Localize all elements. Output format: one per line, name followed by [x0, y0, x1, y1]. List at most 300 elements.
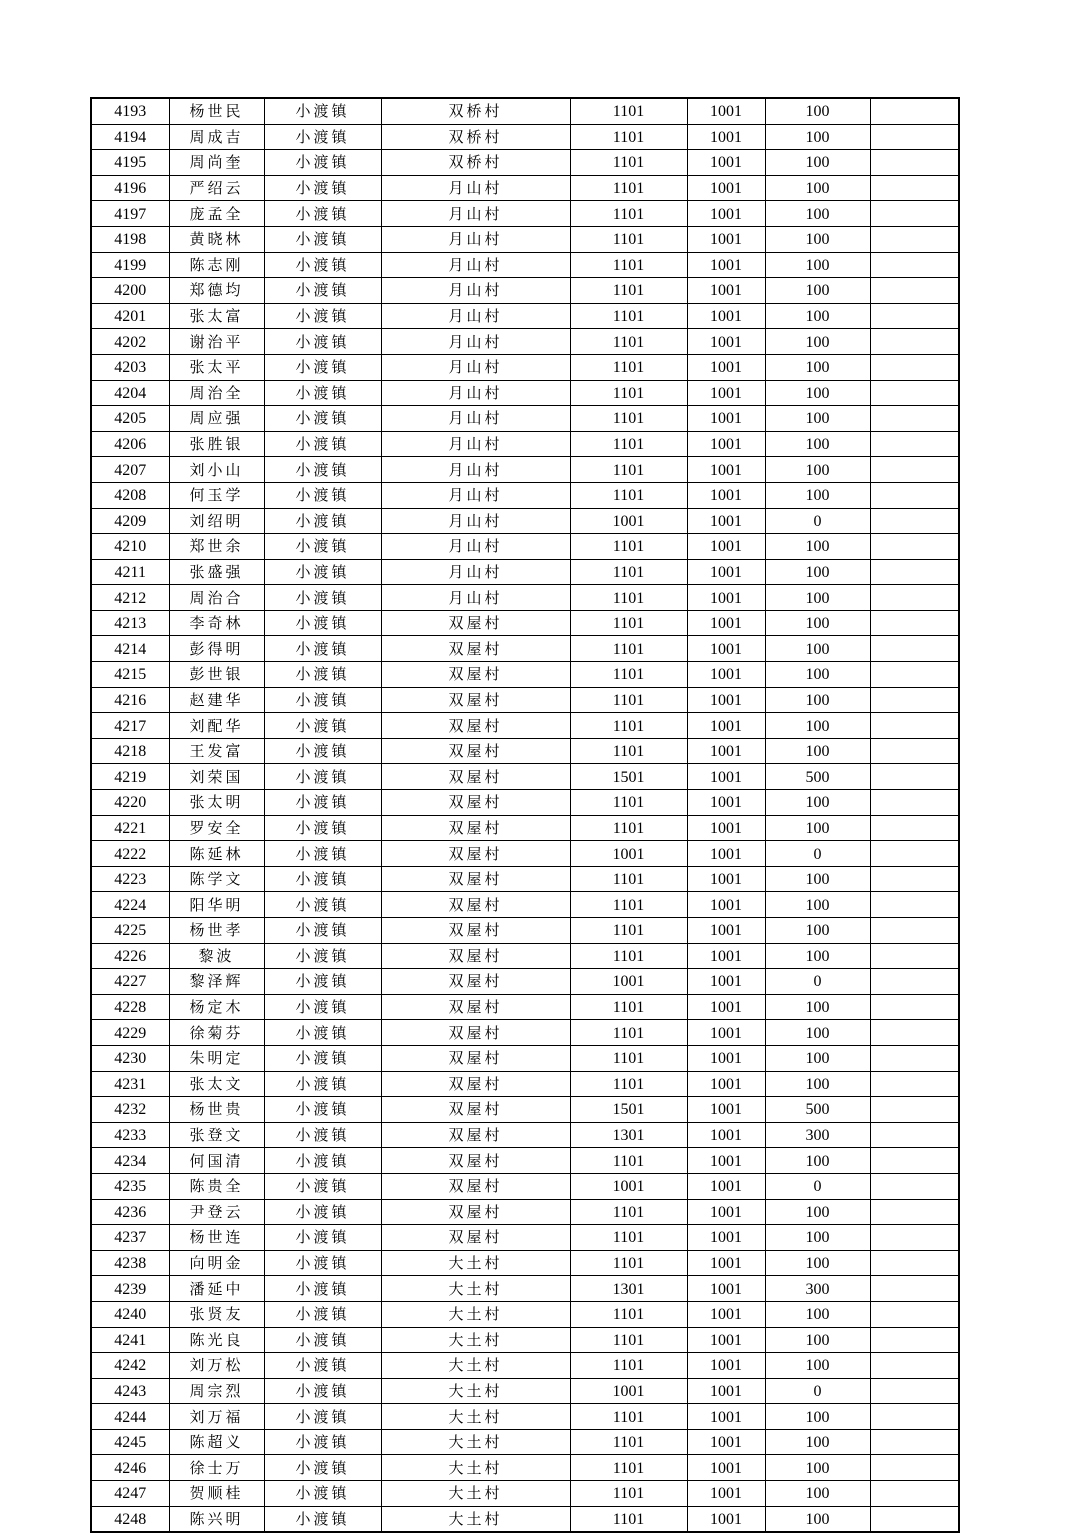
name-cell: 陈兴明	[169, 1506, 264, 1532]
name-cell: 刘配华	[169, 713, 264, 739]
remark-cell	[870, 610, 959, 636]
row-number-cell: 4209	[91, 508, 169, 534]
amount-cell: 100	[765, 1071, 870, 1097]
code-b-cell: 1001	[687, 713, 765, 739]
amount-cell: 100	[765, 1404, 870, 1430]
code-a-cell: 1101	[570, 1481, 687, 1507]
village-cell: 双屋村	[381, 738, 570, 764]
town-cell: 小渡镇	[264, 1429, 381, 1455]
town-cell: 小渡镇	[264, 687, 381, 713]
town-cell: 小渡镇	[264, 431, 381, 457]
amount-cell: 100	[765, 329, 870, 355]
remark-cell	[870, 1301, 959, 1327]
name-cell: 张贤友	[169, 1301, 264, 1327]
code-a-cell: 1101	[570, 1404, 687, 1430]
village-cell: 月山村	[381, 482, 570, 508]
name-cell: 周宗烈	[169, 1378, 264, 1404]
name-cell: 严绍云	[169, 175, 264, 201]
row-number-cell: 4198	[91, 226, 169, 252]
table-row	[91, 866, 959, 892]
row-number-cell: 4243	[91, 1378, 169, 1404]
code-b-cell: 1001	[687, 559, 765, 585]
remark-cell	[870, 969, 959, 995]
remark-cell	[870, 1378, 959, 1404]
town-cell: 小渡镇	[264, 1199, 381, 1225]
code-b-cell: 1001	[687, 585, 765, 611]
amount-cell: 0	[765, 508, 870, 534]
code-a-cell: 1101	[570, 1250, 687, 1276]
remark-cell	[870, 278, 959, 304]
table-row	[91, 226, 959, 252]
name-cell: 向明金	[169, 1250, 264, 1276]
code-b-cell: 1001	[687, 457, 765, 483]
name-cell: 张太平	[169, 354, 264, 380]
row-number-cell: 4208	[91, 482, 169, 508]
code-b-cell: 1001	[687, 252, 765, 278]
village-cell: 双屋村	[381, 1097, 570, 1123]
amount-cell: 100	[765, 713, 870, 739]
row-number-cell: 4223	[91, 866, 169, 892]
table-row	[91, 98, 959, 124]
code-b-cell: 1001	[687, 1071, 765, 1097]
row-number-cell: 4246	[91, 1455, 169, 1481]
name-cell: 黎波	[169, 943, 264, 969]
table-row	[91, 1353, 959, 1379]
table-body	[91, 98, 959, 1532]
code-b-cell: 1001	[687, 1301, 765, 1327]
table-row	[91, 482, 959, 508]
name-cell: 刘小山	[169, 457, 264, 483]
village-cell: 大土村	[381, 1429, 570, 1455]
table-row	[91, 1378, 959, 1404]
code-b-cell: 1001	[687, 329, 765, 355]
code-b-cell: 1001	[687, 662, 765, 688]
name-cell: 何玉学	[169, 482, 264, 508]
town-cell: 小渡镇	[264, 1020, 381, 1046]
table-row	[91, 406, 959, 432]
table-row	[91, 508, 959, 534]
amount-cell: 100	[765, 354, 870, 380]
town-cell: 小渡镇	[264, 713, 381, 739]
name-cell: 杨世民	[169, 98, 264, 124]
row-number-cell: 4234	[91, 1148, 169, 1174]
code-b-cell: 1001	[687, 764, 765, 790]
code-b-cell: 1001	[687, 201, 765, 227]
code-b-cell: 1001	[687, 1327, 765, 1353]
code-b-cell: 1001	[687, 380, 765, 406]
code-b-cell: 1001	[687, 226, 765, 252]
row-number-cell: 4240	[91, 1301, 169, 1327]
amount-cell: 100	[765, 866, 870, 892]
name-cell: 彭世银	[169, 662, 264, 688]
table-row	[91, 559, 959, 585]
amount-cell: 100	[765, 918, 870, 944]
remark-cell	[870, 1327, 959, 1353]
table-row	[91, 1097, 959, 1123]
row-number-cell: 4196	[91, 175, 169, 201]
code-a-cell: 1101	[570, 1429, 687, 1455]
town-cell: 小渡镇	[264, 1173, 381, 1199]
amount-cell: 100	[765, 278, 870, 304]
town-cell: 小渡镇	[264, 790, 381, 816]
code-b-cell: 1001	[687, 534, 765, 560]
name-cell: 朱明定	[169, 1045, 264, 1071]
table-row	[91, 1071, 959, 1097]
name-cell: 杨世连	[169, 1225, 264, 1251]
row-number-cell: 4231	[91, 1071, 169, 1097]
name-cell: 周成吉	[169, 124, 264, 150]
code-b-cell: 1001	[687, 841, 765, 867]
amount-cell: 100	[765, 534, 870, 560]
row-number-cell: 4227	[91, 969, 169, 995]
code-a-cell: 1101	[570, 713, 687, 739]
code-a-cell: 1001	[570, 841, 687, 867]
code-b-cell: 1001	[687, 815, 765, 841]
amount-cell: 100	[765, 1148, 870, 1174]
remark-cell	[870, 943, 959, 969]
amount-cell: 100	[765, 1481, 870, 1507]
remark-cell	[870, 1045, 959, 1071]
code-b-cell: 1001	[687, 790, 765, 816]
table-row	[91, 918, 959, 944]
name-cell: 刘绍明	[169, 508, 264, 534]
village-cell: 月山村	[381, 252, 570, 278]
name-cell: 徐士万	[169, 1455, 264, 1481]
row-number-cell: 4241	[91, 1327, 169, 1353]
table-row	[91, 278, 959, 304]
village-cell: 月山村	[381, 406, 570, 432]
code-b-cell: 1001	[687, 1250, 765, 1276]
row-number-cell: 4247	[91, 1481, 169, 1507]
remark-cell	[870, 124, 959, 150]
village-cell: 大土村	[381, 1404, 570, 1430]
amount-cell: 100	[765, 1020, 870, 1046]
name-cell: 刘万松	[169, 1353, 264, 1379]
village-cell: 双屋村	[381, 1173, 570, 1199]
table-row	[91, 1455, 959, 1481]
village-cell: 月山村	[381, 585, 570, 611]
village-cell: 双屋村	[381, 1045, 570, 1071]
town-cell: 小渡镇	[264, 1506, 381, 1532]
remark-cell	[870, 1481, 959, 1507]
name-cell: 贺顺桂	[169, 1481, 264, 1507]
row-number-cell: 4197	[91, 201, 169, 227]
town-cell: 小渡镇	[264, 226, 381, 252]
town-cell: 小渡镇	[264, 278, 381, 304]
amount-cell: 100	[765, 943, 870, 969]
remark-cell	[870, 1148, 959, 1174]
name-cell: 陈超义	[169, 1429, 264, 1455]
amount-cell: 100	[765, 1045, 870, 1071]
town-cell: 小渡镇	[264, 1045, 381, 1071]
amount-cell: 100	[765, 790, 870, 816]
name-cell: 周治全	[169, 380, 264, 406]
amount-cell: 100	[765, 1301, 870, 1327]
village-cell: 双屋村	[381, 994, 570, 1020]
remark-cell	[870, 687, 959, 713]
town-cell: 小渡镇	[264, 943, 381, 969]
row-number-cell: 4202	[91, 329, 169, 355]
table-row	[91, 994, 959, 1020]
code-a-cell: 1101	[570, 1020, 687, 1046]
town-cell: 小渡镇	[264, 329, 381, 355]
remark-cell	[870, 303, 959, 329]
remark-cell	[870, 1353, 959, 1379]
code-a-cell: 1101	[570, 585, 687, 611]
remark-cell	[870, 226, 959, 252]
table-row	[91, 329, 959, 355]
town-cell: 小渡镇	[264, 1122, 381, 1148]
code-a-cell: 1101	[570, 380, 687, 406]
remark-cell	[870, 1173, 959, 1199]
name-cell: 王发富	[169, 738, 264, 764]
code-b-cell: 1001	[687, 1481, 765, 1507]
code-b-cell: 1001	[687, 943, 765, 969]
town-cell: 小渡镇	[264, 1071, 381, 1097]
code-a-cell: 1101	[570, 815, 687, 841]
name-cell: 郑世余	[169, 534, 264, 560]
table-row	[91, 1122, 959, 1148]
table-row	[91, 1506, 959, 1532]
code-a-cell: 1101	[570, 482, 687, 508]
code-b-cell: 1001	[687, 1429, 765, 1455]
town-cell: 小渡镇	[264, 1404, 381, 1430]
code-b-cell: 1001	[687, 1199, 765, 1225]
village-cell: 大土村	[381, 1250, 570, 1276]
code-b-cell: 1001	[687, 994, 765, 1020]
town-cell: 小渡镇	[264, 585, 381, 611]
code-a-cell: 1101	[570, 1301, 687, 1327]
town-cell: 小渡镇	[264, 994, 381, 1020]
name-cell: 何国清	[169, 1148, 264, 1174]
town-cell: 小渡镇	[264, 303, 381, 329]
amount-cell: 100	[765, 585, 870, 611]
name-cell: 张太明	[169, 790, 264, 816]
name-cell: 郑德均	[169, 278, 264, 304]
table-row	[91, 790, 959, 816]
remark-cell	[870, 1020, 959, 1046]
name-cell: 周治合	[169, 585, 264, 611]
name-cell: 杨定木	[169, 994, 264, 1020]
village-cell: 双屋村	[381, 1199, 570, 1225]
code-b-cell: 1001	[687, 1353, 765, 1379]
row-number-cell: 4226	[91, 943, 169, 969]
row-number-cell: 4239	[91, 1276, 169, 1302]
remark-cell	[870, 1276, 959, 1302]
name-cell: 李奇林	[169, 610, 264, 636]
code-b-cell: 1001	[687, 892, 765, 918]
town-cell: 小渡镇	[264, 662, 381, 688]
name-cell: 徐菊芬	[169, 1020, 264, 1046]
remark-cell	[870, 252, 959, 278]
table-row	[91, 764, 959, 790]
code-b-cell: 1001	[687, 175, 765, 201]
village-cell: 双屋村	[381, 892, 570, 918]
remark-cell	[870, 1455, 959, 1481]
town-cell: 小渡镇	[264, 252, 381, 278]
name-cell: 庞孟全	[169, 201, 264, 227]
row-number-cell: 4245	[91, 1429, 169, 1455]
remark-cell	[870, 585, 959, 611]
code-b-cell: 1001	[687, 687, 765, 713]
village-cell: 双屋村	[381, 866, 570, 892]
town-cell: 小渡镇	[264, 1327, 381, 1353]
town-cell: 小渡镇	[264, 508, 381, 534]
table-row	[91, 1148, 959, 1174]
table-row	[91, 943, 959, 969]
code-a-cell: 1301	[570, 1122, 687, 1148]
remark-cell	[870, 559, 959, 585]
code-a-cell: 1101	[570, 150, 687, 176]
amount-cell: 100	[765, 1455, 870, 1481]
code-a-cell: 1101	[570, 1225, 687, 1251]
code-a-cell: 1101	[570, 994, 687, 1020]
table-row	[91, 687, 959, 713]
town-cell: 小渡镇	[264, 1225, 381, 1251]
code-a-cell: 1101	[570, 431, 687, 457]
row-number-cell: 4220	[91, 790, 169, 816]
table-row	[91, 303, 959, 329]
row-number-cell: 4212	[91, 585, 169, 611]
name-cell: 陈贵全	[169, 1173, 264, 1199]
remark-cell	[870, 1506, 959, 1532]
table-row	[91, 636, 959, 662]
name-cell: 陈光良	[169, 1327, 264, 1353]
code-b-cell: 1001	[687, 1045, 765, 1071]
code-a-cell: 1101	[570, 226, 687, 252]
code-b-cell: 1001	[687, 738, 765, 764]
row-number-cell: 4222	[91, 841, 169, 867]
table-row	[91, 380, 959, 406]
code-b-cell: 1001	[687, 124, 765, 150]
row-number-cell: 4221	[91, 815, 169, 841]
town-cell: 小渡镇	[264, 738, 381, 764]
row-number-cell: 4200	[91, 278, 169, 304]
code-b-cell: 1001	[687, 1455, 765, 1481]
remark-cell	[870, 1071, 959, 1097]
amount-cell: 100	[765, 1250, 870, 1276]
row-number-cell: 4193	[91, 98, 169, 124]
row-number-cell: 4237	[91, 1225, 169, 1251]
amount-cell: 100	[765, 431, 870, 457]
remark-cell	[870, 1225, 959, 1251]
row-number-cell: 4235	[91, 1173, 169, 1199]
village-cell: 双屋村	[381, 610, 570, 636]
amount-cell: 500	[765, 764, 870, 790]
code-a-cell: 1101	[570, 636, 687, 662]
row-number-cell: 4213	[91, 610, 169, 636]
remark-cell	[870, 534, 959, 560]
town-cell: 小渡镇	[264, 1148, 381, 1174]
name-cell: 张胜银	[169, 431, 264, 457]
town-cell: 小渡镇	[264, 457, 381, 483]
amount-cell: 100	[765, 662, 870, 688]
village-cell: 大土村	[381, 1481, 570, 1507]
town-cell: 小渡镇	[264, 918, 381, 944]
remark-cell	[870, 329, 959, 355]
code-b-cell: 1001	[687, 278, 765, 304]
amount-cell: 100	[765, 175, 870, 201]
village-cell: 双屋村	[381, 1020, 570, 1046]
table-row	[91, 969, 959, 995]
town-cell: 小渡镇	[264, 380, 381, 406]
code-a-cell: 1101	[570, 175, 687, 201]
code-b-cell: 1001	[687, 1148, 765, 1174]
remark-cell	[870, 1199, 959, 1225]
code-b-cell: 1001	[687, 1020, 765, 1046]
town-cell: 小渡镇	[264, 764, 381, 790]
remark-cell	[870, 662, 959, 688]
amount-cell: 100	[765, 892, 870, 918]
name-cell: 陈志刚	[169, 252, 264, 278]
amount-cell: 300	[765, 1122, 870, 1148]
code-a-cell: 1501	[570, 1097, 687, 1123]
table-row	[91, 610, 959, 636]
code-a-cell: 1101	[570, 534, 687, 560]
amount-cell: 0	[765, 1173, 870, 1199]
amount-cell: 100	[765, 98, 870, 124]
name-cell: 张登文	[169, 1122, 264, 1148]
code-a-cell: 1101	[570, 252, 687, 278]
name-cell: 陈学文	[169, 866, 264, 892]
name-cell: 刘荣国	[169, 764, 264, 790]
row-number-cell: 4215	[91, 662, 169, 688]
name-cell: 谢治平	[169, 329, 264, 355]
remark-cell	[870, 150, 959, 176]
village-cell: 双屋村	[381, 1071, 570, 1097]
town-cell: 小渡镇	[264, 406, 381, 432]
table-row	[91, 815, 959, 841]
code-b-cell: 1001	[687, 1173, 765, 1199]
village-cell: 双屋村	[381, 790, 570, 816]
amount-cell: 100	[765, 406, 870, 432]
table-row	[91, 1481, 959, 1507]
amount-cell: 100	[765, 226, 870, 252]
amount-cell: 100	[765, 150, 870, 176]
village-cell: 双屋村	[381, 918, 570, 944]
table-row	[91, 252, 959, 278]
village-cell: 双桥村	[381, 98, 570, 124]
town-cell: 小渡镇	[264, 482, 381, 508]
amount-cell: 100	[765, 1429, 870, 1455]
village-cell: 月山村	[381, 303, 570, 329]
remark-cell	[870, 98, 959, 124]
town-cell: 小渡镇	[264, 841, 381, 867]
code-a-cell: 1001	[570, 969, 687, 995]
row-number-cell: 4203	[91, 354, 169, 380]
village-cell: 大土村	[381, 1353, 570, 1379]
amount-cell: 100	[765, 559, 870, 585]
table-row	[91, 892, 959, 918]
village-cell: 月山村	[381, 457, 570, 483]
village-cell: 双桥村	[381, 150, 570, 176]
amount-cell: 100	[765, 380, 870, 406]
row-number-cell: 4216	[91, 687, 169, 713]
remark-cell	[870, 636, 959, 662]
village-cell: 月山村	[381, 329, 570, 355]
code-a-cell: 1101	[570, 662, 687, 688]
village-cell: 双屋村	[381, 662, 570, 688]
code-b-cell: 1001	[687, 431, 765, 457]
code-a-cell: 1101	[570, 918, 687, 944]
amount-cell: 100	[765, 1225, 870, 1251]
amount-cell: 100	[765, 482, 870, 508]
village-cell: 双屋村	[381, 1225, 570, 1251]
table-row	[91, 457, 959, 483]
name-cell: 阳华明	[169, 892, 264, 918]
code-a-cell: 1101	[570, 1199, 687, 1225]
remark-cell	[870, 406, 959, 432]
